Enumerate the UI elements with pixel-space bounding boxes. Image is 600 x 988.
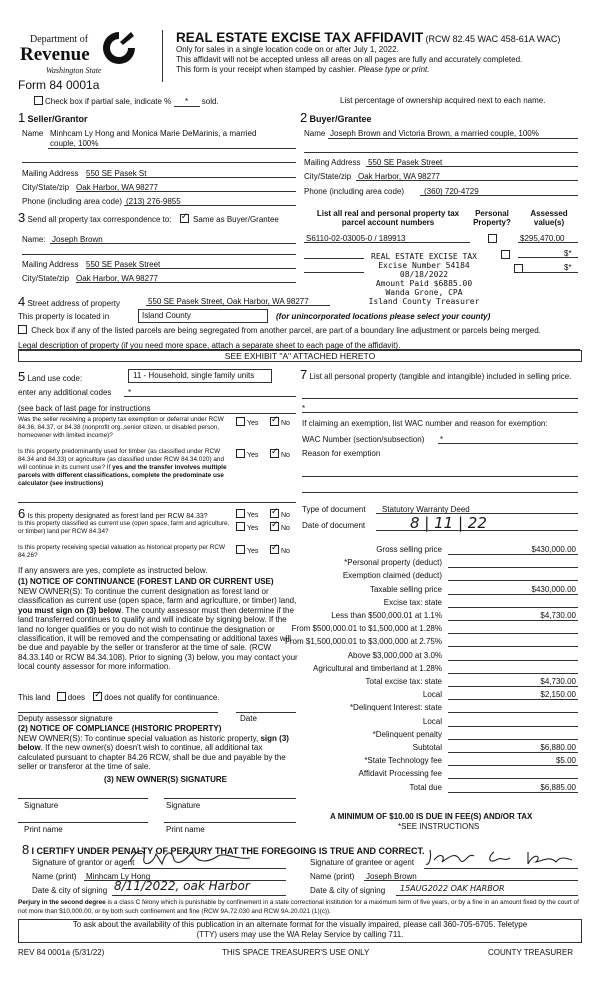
stamp-line1: REAL ESTATE EXCISE TAX: [371, 252, 477, 261]
parcel-row2-personal-checkbox[interactable]: [501, 250, 510, 259]
perjury-text: is a class C felony which is punishable by confinement in a state correctional institution for a maximum term of five years, or by a fine in an amount fixed by the court of not more than $10,000.00, or by both such confinement and fine (RCW 9A.72.030 and RCW 9A.20.021 (1)(c)).: [18, 899, 579, 915]
seller-mail-label: Mailing Address: [22, 169, 79, 178]
corr-name-value[interactable]: Joseph Brown: [52, 235, 103, 244]
certify-heading: I CERTIFY UNDER PENALTY OF PERJURY THAT THE FOREGOING IS TRUE AND CORRECT.: [31, 846, 425, 856]
tax-row-label: Exemption claimed (deduct): [342, 571, 442, 581]
q1-no-checkbox[interactable]: [270, 417, 279, 426]
revenue-logo-icon: [100, 30, 138, 66]
owner-signature-label-1: Signature: [24, 801, 59, 810]
does-not-label: does not qualify for continuance.: [104, 693, 220, 702]
located-note: (for unincorporated locations please select your county): [276, 312, 491, 321]
section-5-number: 5: [18, 369, 26, 384]
tax-row-label: Total excise tax: state: [365, 677, 442, 686]
notice-1-title: (1) NOTICE OF CONTINUANCE (FOREST LAND OR CURRENT USE): [18, 577, 274, 586]
alt-format-line1: To ask about the availability of this publication in an alternate format for the visually impaired, please call 360-705-6705. Teletype: [72, 920, 528, 929]
buyer-phone-value[interactable]: (360) 720-4729: [424, 187, 479, 196]
seller-city-label: City/State/zip: [22, 183, 70, 192]
seller-name-line1[interactable]: Minhcam Ly Hong and Monica Marie DeMarinis, a married: [50, 129, 257, 138]
parcel-col3-line2: value(s): [533, 218, 565, 227]
buyer-heading: [300, 110, 372, 125]
current-use-no[interactable]: [270, 522, 290, 532]
correspondence-row: [18, 210, 279, 225]
header-sub2: This affidavit will not be accepted unless all areas on all pages are fully and accurately completed.: [176, 55, 523, 64]
dept-line3: Washington State: [46, 66, 102, 75]
parcel-col2-header: [470, 209, 514, 227]
header-sub3: [176, 65, 429, 74]
notice-1-bold: you must sign on (3) below: [18, 605, 122, 615]
treasurer-use-label: THIS SPACE TREASURER'S USE ONLY: [222, 948, 370, 957]
tax-row-label: *Personal property (deduct): [344, 558, 442, 568]
q1-no-label: No: [281, 420, 290, 427]
timber-question-bold: yes and the transfer involves multiple parcels with different classifications, complete the predominate use calculator (see instructions): [18, 464, 227, 487]
seller-name-label: Name: [22, 129, 44, 138]
grantee-date-label: Date & city of signing: [310, 886, 386, 895]
corr-mail-value[interactable]: 550 SE Pasek Street: [86, 260, 161, 269]
segregated-row: [18, 325, 541, 335]
forest-yes[interactable]: [236, 509, 258, 519]
tax-row-label: Gross selling price: [376, 545, 442, 554]
doc-type-label: Type of document: [302, 505, 366, 514]
seller-heading: [18, 110, 88, 125]
timber-question: [18, 448, 232, 488]
assessor-date-label: Date: [240, 714, 257, 723]
section-8-number: 8: [22, 842, 30, 857]
parcel-row3-value[interactable]: $*: [564, 263, 572, 272]
buyer-phone-label: Phone (including area code): [304, 187, 405, 196]
wac-number-value[interactable]: *: [440, 435, 444, 444]
notice-2-pre: NEW OWNER(S): To continue special valuation as historic property,: [18, 734, 259, 743]
grantor-signature[interactable]: [126, 846, 276, 868]
legal-description-value: SEE EXHIBIT "A" ATTACHED HERETO: [224, 351, 376, 361]
tax-row-value[interactable]: $430,000.00: [531, 584, 576, 594]
same-as-buyer-checkbox[interactable]: [180, 214, 189, 223]
section-7-number: 7: [300, 367, 308, 382]
q2-yes-checkbox[interactable]: [236, 449, 245, 458]
stamp-line3: 08/18/2022: [399, 270, 449, 279]
grantor-name-label: Name (print): [32, 872, 77, 881]
section-6-number: 6: [18, 506, 26, 521]
owner-print-name-label-2: Print name: [166, 825, 205, 834]
tax-row-label: *Delinquent penalty: [372, 729, 442, 739]
seller-heading-text: Seller/Grantor: [27, 114, 88, 124]
reason-label: Reason for exemption: [302, 449, 381, 458]
section-2-number: 2: [300, 110, 308, 125]
grantor-date-label: Date & city of signing: [32, 886, 108, 895]
exemption-question: Was the seller receiving a property tax exemption or deferral under RCW 84.36, 84.37, or 84.38 (nonprofit org.,senior citizen, or disabled person, homeowner with limited income)?: [18, 416, 224, 439]
stamp-line5: Wanda Grone, CPA: [385, 288, 463, 297]
partial-sale-checkbox[interactable]: [34, 96, 43, 105]
alt-format-line2: (TTY) users may use the WA Relay Service by calling 711.: [196, 930, 404, 939]
see-back-note: (see back of last page for instructions: [18, 404, 151, 413]
buyer-city-value[interactable]: Oak Harbor, WA 98277: [358, 172, 440, 181]
segregated-label: Check box if any of the listed parcels are being segregated from another parcel, are part of a boundary line adjustment or parcels being merged.: [31, 326, 541, 335]
section-6-q1: [18, 506, 208, 521]
header-sub3-text: This form is your receipt when stamped by cashier.: [176, 65, 357, 74]
perjury-bold: Perjury in the second degree: [18, 899, 106, 906]
parcel-row2-value[interactable]: $*: [564, 249, 572, 258]
corr-city-value[interactable]: Oak Harbor, WA 98277: [76, 274, 158, 283]
corr-city-label: City/State/zip: [22, 274, 70, 283]
parcel-row1-value[interactable]: $295,470.00: [520, 234, 565, 243]
partial-sale-label: Check box if partial sale, indicate %: [45, 97, 172, 106]
tax-row-value[interactable]: $6,880.00: [540, 743, 576, 752]
parcel-col2-line2: Property?: [473, 218, 511, 227]
seller-name-line2[interactable]: couple, 100%: [50, 139, 99, 148]
form-number: Form 84 0001a: [18, 78, 100, 92]
assessor-signature-label: Deputy assessor signature: [18, 714, 113, 723]
tax-row-label: *State Technology fee: [364, 756, 442, 766]
q2-yes[interactable]: [236, 449, 258, 459]
notice-1-pre: NEW OWNER(S): To continue the current designation as forest land or classification as current use (open space, farm and agriculture, or timber) land,: [18, 587, 297, 606]
historic-no-checkbox[interactable]: [270, 545, 279, 554]
buyer-mail-label: Mailing Address: [304, 158, 361, 167]
does-checkbox[interactable]: [57, 692, 66, 701]
section-3-number: 3: [18, 210, 26, 225]
same-as-buyer-label: Same as Buyer/Grantee: [193, 215, 279, 224]
land-use-label: Land use code:: [27, 374, 83, 383]
tax-row-label: Affidavit Processing fee: [358, 769, 442, 779]
corr-name-label: Name:: [22, 235, 46, 244]
q1-no[interactable]: [270, 417, 290, 427]
grantee-date-value[interactable]: 15AUG2022 OAK HARBOR: [400, 884, 505, 893]
seller-mail-value[interactable]: 550 SE Pasek St: [86, 169, 147, 178]
current-use-yes-label: Yes: [247, 525, 259, 532]
tax-row-label: Agricultural and timberland at 1.28%: [313, 663, 442, 673]
historic-question: Is this property receiving special valuation as historical property per RCW 84.26?: [18, 544, 226, 559]
tax-row-label: From $1,500,000.01 to $3,000,000 at 2.75%: [284, 637, 442, 647]
grantor-date-value[interactable]: 8/11/2022, oak Harbor: [114, 879, 250, 893]
tax-row-label: Above $3,000,000 at 3.0%: [347, 650, 442, 660]
buyer-city-label: City/State/zip: [304, 172, 352, 181]
tax-row-label: *Delinquent Interest: state: [349, 703, 442, 713]
forest-no-label: No: [281, 512, 290, 519]
does-not-checkbox[interactable]: [93, 692, 102, 701]
section-6-note: If any answers are yes, complete as instructed below.: [18, 566, 208, 575]
personal-property-label: List all personal property (tangible and intangible) included in selling price.: [309, 372, 572, 381]
parcel-col1-line2: parcel account numbers: [341, 218, 435, 227]
tax-row-value[interactable]: $6,885.00: [540, 782, 576, 792]
corr-mail-label: Mailing Address: [22, 260, 79, 269]
q2-no-label: No: [281, 452, 290, 459]
land-use-value: 11 - Household, single family units: [133, 371, 255, 380]
forest-no[interactable]: [270, 509, 290, 519]
q1-yes-checkbox[interactable]: [236, 417, 245, 426]
section-4-number: 4: [18, 294, 26, 309]
wac-number-label: WAC Number (section/subsection): [302, 435, 425, 444]
seller-phone-value[interactable]: (213) 276-9855: [126, 197, 181, 206]
continuance-row: [18, 692, 219, 702]
correspondence-label: Send all property tax correspondence to:: [27, 215, 172, 224]
treasurer-stamp: [364, 252, 484, 306]
parcel-col1-line1: List all real and personal property tax: [316, 209, 460, 218]
tax-row-label: Local: [422, 716, 442, 726]
current-use-yes[interactable]: [236, 522, 258, 532]
tax-row-label: From $500,000.01 to $1,500,000 at 1.28%: [291, 624, 442, 634]
located-label: This property is located in: [18, 312, 110, 321]
legal-label: Legal description of property (if you need more space, attach a separate sheet to each page of the affidavit).: [18, 341, 401, 350]
historic-no-label: No: [281, 548, 290, 555]
dept-line1: Department of: [30, 34, 89, 45]
county-select-value: Island County: [142, 311, 191, 320]
notice-1-body: [18, 587, 298, 672]
revision-label: REV 84 0001a (5/31/22): [18, 948, 105, 957]
alt-format-box: [18, 919, 582, 943]
forest-yes-label: Yes: [247, 512, 259, 519]
q1-yes-label: Yes: [247, 420, 259, 427]
stamp-line6: Island County Treasurer: [368, 297, 480, 306]
wac-claim-label: If claiming an exemption, list WAC number and reason for exemption:: [302, 419, 548, 428]
seller-city-value[interactable]: Oak Harbor, WA 98277: [76, 183, 158, 192]
ownership-note: List percentage of ownership acquired next to each name.: [340, 96, 546, 105]
current-use-no-checkbox[interactable]: [270, 522, 279, 531]
timber-question-text: Is this property predominantly used for timber (as classified under RCW 84.34 and 84.33) or agriculture (as classified under RCW 84.34.020) and will continue in its current use? If: [18, 448, 225, 471]
notice-2-bold: sign (3) below: [18, 734, 289, 753]
notice-2-body: [18, 734, 298, 772]
owner-print-name-label-1: Print name: [24, 825, 63, 834]
land-use-select[interactable]: [128, 369, 272, 383]
notice-2-title: (2) NOTICE OF COMPLIANCE (HISTORIC PROPERTY): [18, 724, 222, 733]
tax-row-label: Taxable selling price: [369, 584, 442, 594]
additional-codes-value[interactable]: *: [128, 388, 132, 397]
land-use-row: [18, 369, 82, 384]
header-sub3-italic: Please type or print.: [358, 65, 430, 74]
tax-row-value[interactable]: $5.00: [555, 756, 576, 766]
perjury-notice: [18, 899, 582, 916]
county-treasurer-label: COUNTY TREASURER: [488, 948, 574, 957]
buyer-name-value[interactable]: Joseph Brown and Victoria Brown, a married couple, 100%: [330, 129, 539, 138]
buyer-mail-value[interactable]: 550 SE Pasek Street: [368, 158, 443, 167]
buyer-name-label: Name: [304, 129, 326, 138]
partial-sale-row: [34, 96, 219, 107]
notice-3-title: (3) NEW OWNER(S) SIGNATURE: [104, 775, 227, 784]
tax-row-label: Excise tax: state: [383, 597, 442, 607]
title-main: REAL ESTATE EXCISE TAX AFFIDAVIT: [176, 30, 424, 45]
seller-phone-label: Phone (including area code): [22, 197, 123, 206]
grantee-name-value[interactable]: Joseph Brown: [366, 872, 417, 881]
notice-2-post: . If the new owner(s) doesn't wish to continue, all additional tax calculated pursuant to chapter 84.26 RCW, shall be due and payable by the seller or transferor at the time of sale.: [18, 743, 286, 772]
tax-row-label: Subtotal: [412, 743, 442, 752]
historic-yes-label: Yes: [247, 548, 259, 555]
segregated-checkbox[interactable]: [18, 325, 27, 334]
parcel-col3-header: [522, 209, 576, 227]
q2-yes-label: Yes: [247, 452, 259, 459]
forest-no-checkbox[interactable]: [270, 509, 279, 518]
doc-date-label: Date of document: [302, 521, 366, 530]
doc-type-value[interactable]: Statutory Warranty Deed: [382, 505, 470, 514]
this-land-label: This land: [18, 693, 51, 702]
q1-yes[interactable]: [236, 417, 258, 427]
grantor-signature-label: Signature of grantor or agent: [32, 858, 135, 867]
parcel-col2-line1: Personal: [475, 209, 509, 218]
forest-yes-checkbox[interactable]: [236, 509, 245, 518]
notice-1-post: . The county assessor must then determine if the land transferred continues to qualify and will indicate by signing below. If the land no longer qualifies or you do not wish to continue the designation or classification, it will be removed and the compensating or additional taxes will be due and payable by the seller or transferor at the time of sale. (RCW 84.33.140 or RCW 84.34.108). Prior to signing (3) below, you may contact your local county assessor for more information.: [18, 605, 298, 672]
current-use-question: Is this property classified as current use (open space, farm and agriculture, or timber) land per RCW 84.34?: [18, 520, 230, 535]
county-select[interactable]: [138, 309, 268, 323]
title-cite: (RCW 82.45 WAC 458-61A WAC): [425, 34, 561, 44]
stamp-line4: Amount Paid $6885.00: [375, 279, 473, 288]
dept-line2: Revenue: [20, 44, 90, 65]
street-label: Street address of property: [27, 299, 120, 308]
owner-signature-label-2: Signature: [166, 801, 201, 810]
see-instructions-note: *SEE INSTRUCTIONS: [398, 822, 480, 831]
tax-row-value[interactable]: $4,730.00: [540, 677, 576, 686]
tax-row-label: Local: [422, 690, 442, 700]
section-1-number: 1: [18, 110, 26, 125]
historic-yes[interactable]: [236, 545, 258, 555]
tax-row-value[interactable]: $4,730.00: [540, 611, 576, 620]
partial-sale-value[interactable]: *: [174, 97, 200, 107]
current-use-yes-checkbox[interactable]: [236, 522, 245, 531]
grantee-name-label: Name (print): [310, 872, 355, 881]
tax-row-label: Less than $500,000.01 at 1.1%: [331, 611, 442, 620]
forest-question: Is this property designated as forest land per RCW 84.33?: [27, 513, 208, 520]
section-7-label: [300, 369, 580, 382]
additional-codes-label: enter any additional codes: [18, 388, 112, 397]
buyer-heading-text: Buyer/Grantee: [309, 114, 372, 124]
q2-no-checkbox[interactable]: [270, 449, 279, 458]
street-row: [18, 294, 120, 309]
street-value[interactable]: 550 SE Pasek Street, Oak Harbor, WA 98277: [148, 297, 309, 306]
tax-row-value[interactable]: $430,000.00: [531, 545, 576, 554]
grantor-name-value[interactable]: Minhcam Ly Hong: [86, 872, 151, 881]
header-sub1: Only for sales in a single location code on or after July 1, 2022.: [176, 45, 399, 54]
q2-no[interactable]: [270, 449, 290, 459]
grantee-signature-label: Signature of grantee or agent: [310, 858, 415, 867]
parcel-row1-personal-checkbox[interactable]: [488, 234, 497, 243]
historic-no[interactable]: [270, 545, 290, 555]
historic-yes-checkbox[interactable]: [236, 545, 245, 554]
legal-description-box[interactable]: [18, 350, 582, 362]
parcel-col1-header: [308, 209, 468, 227]
does-label: does: [67, 693, 86, 702]
parcel-col3-line1: Assessed: [530, 209, 568, 218]
tax-row-label: Total due: [409, 782, 442, 792]
partial-sale-label-post: sold.: [201, 97, 219, 106]
current-use-no-label: No: [281, 525, 290, 532]
parcel-row1-number[interactable]: S6110-02-03005-0 / 189913: [306, 234, 406, 243]
doc-date-value[interactable]: 8 | 11 | 22: [410, 514, 487, 532]
stamp-line2: Excise Number 54184: [378, 261, 470, 270]
tax-row-value[interactable]: $2,150.00: [540, 690, 576, 700]
personal-property-value[interactable]: *: [302, 404, 306, 413]
page-title: [176, 30, 560, 45]
grantee-signature[interactable]: [424, 846, 574, 868]
minimum-fee-note: A MINIMUM OF $10.00 IS DUE IN FEE(S) AND/OR TAX: [330, 812, 533, 821]
